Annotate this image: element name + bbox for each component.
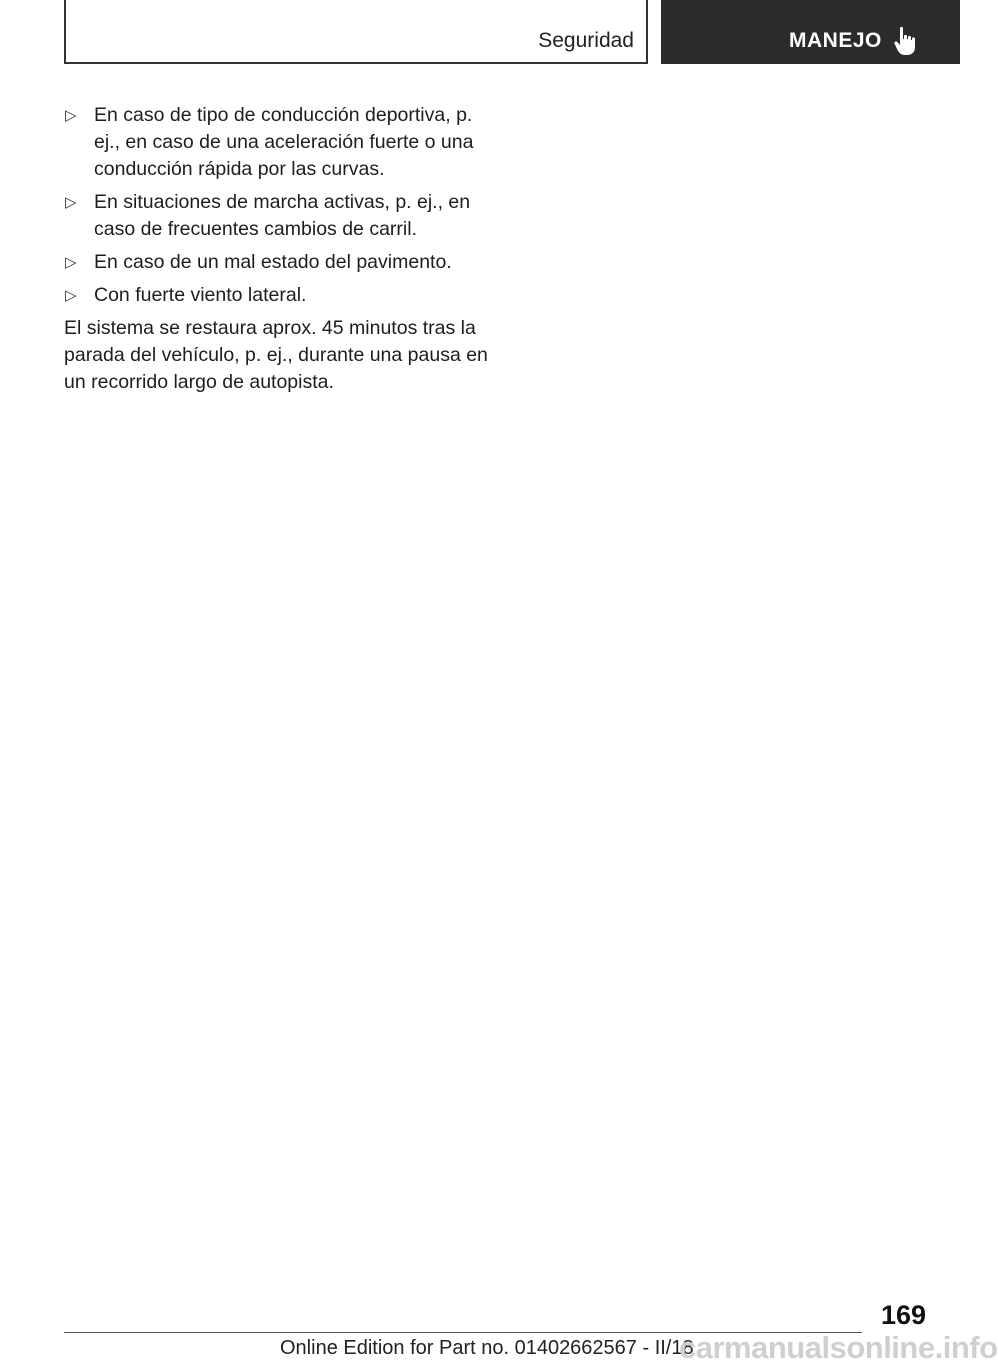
triangle-bullet-icon: ▷ [65, 254, 77, 271]
section-title: Seguridad [538, 29, 634, 52]
pointing-hand-icon [894, 26, 920, 56]
triangle-bullet-icon: ▷ [65, 107, 77, 124]
chapter-label: MANEJO [789, 29, 882, 52]
conditions-list [64, 102, 494, 309]
list-item-text: En caso de un mal estado del pavimento. [94, 251, 452, 273]
list-item-text: En caso de tipo de conducción deportiva, p. ej., en caso de una aceleración fuerte o una conducción rápida por las curvas. [94, 104, 474, 180]
edition-text: Online Edition for Part no. 01402662567 - II/18 [280, 1337, 694, 1359]
header-section-box [64, 0, 648, 64]
triangle-bullet-icon: ▷ [65, 287, 77, 304]
list-item [64, 249, 494, 276]
list-item-text: En situaciones de marcha activas, p. ej., en caso de frecuentes cambios de carril. [94, 191, 471, 240]
list-item [64, 282, 494, 309]
watermark: carmanualsonline.info [679, 1330, 998, 1365]
chapter-tab [661, 0, 960, 64]
page-number: 169 [880, 1300, 926, 1330]
list-item [64, 102, 494, 183]
triangle-bullet-icon: ▷ [65, 194, 77, 211]
list-item-text: Con fuerte viento lateral. [94, 284, 307, 306]
list-item [64, 189, 494, 243]
body-paragraph: El sistema se restaura aprox. 45 minutos tras la parada del vehículo, p. ej., durante una pausa en un recorrido largo de autopista. [64, 317, 488, 393]
main-content [64, 102, 494, 396]
